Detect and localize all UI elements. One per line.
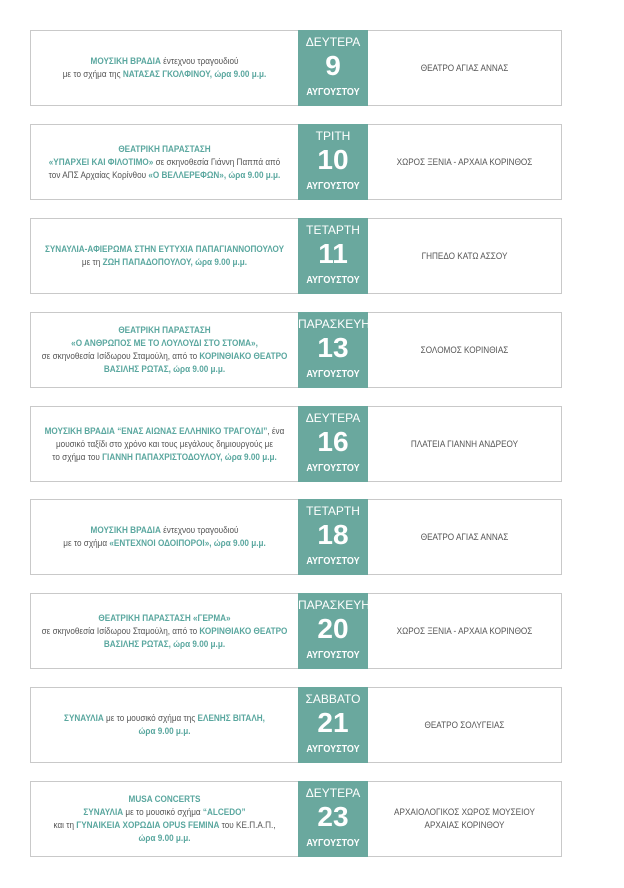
description-line bbox=[49, 169, 281, 182]
event-description bbox=[44, 407, 285, 481]
event-row bbox=[30, 687, 562, 763]
day-number: 11 bbox=[318, 238, 348, 269]
description-text: το σχήμα του bbox=[52, 451, 103, 463]
event-row bbox=[30, 406, 562, 482]
event-description bbox=[41, 313, 288, 387]
description-text: τον ΑΠΣ Αρχαίας Κορίνθου bbox=[48, 169, 149, 181]
description-line bbox=[104, 638, 225, 651]
venue-line: ΑΡΧΑΙΟΛΟΓΙΚΟΣ ΧΩΡΟΣ ΜΟΥΣΕΙΟΥ bbox=[394, 807, 535, 818]
description-line bbox=[139, 832, 191, 845]
description-text: έντεχνου τραγουδιού bbox=[160, 525, 239, 536]
day-number: 10 bbox=[317, 144, 349, 175]
date-box bbox=[298, 312, 368, 388]
description-text: με το σχήμα της bbox=[62, 69, 123, 80]
description-line bbox=[52, 451, 277, 464]
month-name: ΑΥΓΟΥΣΤΟΥ bbox=[306, 744, 360, 755]
description-line bbox=[42, 350, 288, 363]
highlighted-text: ΣΥΝΑΥΛΙΑ bbox=[64, 713, 104, 724]
highlighted-text: «Ο ΑΝΘΡΩΠΟΣ ΜΕ ΤΟ ΛΟΥΛΟΥΔΙ ΣΤΟ ΣΤΟΜΑ», bbox=[71, 338, 258, 349]
description-line bbox=[118, 143, 210, 156]
month-name: ΑΥΓΟΥΣΤΟΥ bbox=[306, 275, 360, 286]
description-line bbox=[139, 725, 191, 738]
description-line bbox=[82, 256, 247, 269]
day-name: ΣΑΒΒΑΤΟ bbox=[305, 692, 361, 706]
date-box bbox=[298, 593, 368, 669]
description-line bbox=[91, 524, 239, 537]
highlighted-text: ΣΥΝΑΥΛΙΑ bbox=[83, 807, 124, 818]
event-row bbox=[30, 593, 562, 669]
event-venue bbox=[382, 407, 548, 481]
description-line bbox=[63, 537, 266, 550]
highlighted-text: ΘΕΑΤΡΙΚΗ ΠΑΡΑΣΤΑΣΗ bbox=[118, 325, 211, 336]
venue-line: ΧΩΡΟΣ ΞΕΝΙΑ - ΑΡΧΑΙΑ ΚΟΡΙΝΘΟΣ bbox=[396, 625, 533, 637]
description-text: μουσικό ταξίδι στο χρόνο και τους μεγάλους δημιουργούς με bbox=[55, 438, 274, 450]
date-box bbox=[298, 218, 368, 294]
highlighted-text: ΘΕΑΤΡΙΚΗ ΠΑΡΑΣΤΑΣΗ «ΓΕΡΜΑ» bbox=[98, 612, 231, 624]
event-description bbox=[50, 500, 280, 574]
description-text: με το μουσικό σχήμα bbox=[123, 807, 203, 818]
highlighted-text: ΜΟΥΣΙΚΗ ΒΡΑΔΙΑ bbox=[90, 525, 161, 536]
day-name: ΤΕΤΑΡΤΗ bbox=[306, 504, 360, 518]
event-row bbox=[30, 312, 562, 388]
date-box bbox=[298, 124, 368, 200]
description-text: με τη bbox=[81, 257, 103, 268]
month-name: ΑΥΓΟΥΣΤΟΥ bbox=[306, 181, 360, 192]
description-line bbox=[45, 425, 285, 438]
day-number: 21 bbox=[317, 707, 349, 738]
description-text: σε σκηνοθεσία Γιάννη Παππά από bbox=[153, 156, 281, 168]
event-description bbox=[41, 594, 288, 668]
highlighted-text: ΜΟΥΣΙΚΗ ΒΡΑΔΙΑ “ΕΝΑΣ ΑΙΩΝΑΣ ΕΛΛΗΝΙΚΟ ΤΡΑΓΟΥΔΙ” bbox=[44, 425, 268, 437]
venue-line: ΘΕΑΤΡΟ ΣΟΛΥΓΕΙΑΣ bbox=[424, 719, 505, 731]
highlighted-text: ΒΑΣΙΛΗΣ ΡΩΤΑΣ, ώρα 9.00 μ.μ. bbox=[103, 364, 226, 375]
highlighted-text: «Ο ΒΕΛΛΕΡΕΦΩΝ», ώρα 9.00 μ.μ. bbox=[148, 169, 281, 181]
venue-line: ΑΡΧΑΙΑΣ ΚΟΡΙΝΘΟΥ bbox=[424, 820, 505, 831]
description-line bbox=[53, 819, 275, 832]
venue-line: ΘΕΑΤΡΟ ΑΓΙΑΣ ΑΝΝΑΣ bbox=[420, 531, 509, 543]
description-text: σε σκηνοθεσία Ισίδωρου Σταμούλη, από το bbox=[41, 351, 200, 362]
month-name: ΑΥΓΟΥΣΤΟΥ bbox=[306, 463, 360, 474]
event-description bbox=[50, 688, 280, 762]
day-number: 9 bbox=[325, 50, 341, 81]
description-line bbox=[64, 712, 265, 725]
highlighted-text: “ALCEDO” bbox=[202, 807, 246, 818]
highlighted-text: ΘΕΑΤΡΙΚΗ ΠΑΡΑΣΤΑΣΗ bbox=[118, 143, 211, 155]
day-number: 18 bbox=[317, 519, 349, 550]
highlighted-text: ΖΩΗ ΠΑΠΑΔΟΠΟΥΛΟΥ, ώρα 9.00 μ.μ. bbox=[102, 257, 248, 268]
highlighted-text: ΒΑΣΙΛΗΣ ΡΩΤΑΣ, ώρα 9.00 μ.μ. bbox=[103, 638, 226, 650]
description-text: και τη bbox=[53, 820, 77, 831]
highlighted-text: MUSA CONCERTS bbox=[128, 794, 201, 805]
event-row bbox=[30, 499, 562, 575]
highlighted-text: ώρα 9.00 μ.μ. bbox=[138, 833, 191, 844]
highlighted-text: ΝΑΤΑΣΑΣ ΓΚΟΛΦΙΝΟΥ, ώρα 9.00 μ.μ. bbox=[122, 69, 267, 80]
description-line bbox=[63, 68, 267, 81]
description-text: με το σχήμα bbox=[63, 538, 110, 549]
highlighted-text: ΓΥΝΑΙΚΕΙΑ ΧΟΡΩΔΙΑ OPUS FEMINA bbox=[76, 820, 220, 831]
event-venue bbox=[382, 31, 548, 105]
description-line bbox=[45, 243, 284, 256]
event-venue bbox=[382, 500, 548, 574]
description-text: , ένα bbox=[267, 425, 285, 437]
month-name: ΑΥΓΟΥΣΤΟΥ bbox=[306, 556, 360, 567]
event-venue bbox=[382, 219, 548, 293]
highlighted-text: ΚΟΡΙΝΘΙΑΚΟ ΘΕΑΤΡΟ bbox=[199, 625, 288, 637]
day-name: ΔΕΥΤΕΡΑ bbox=[305, 35, 361, 49]
month-name: ΑΥΓΟΥΣΤΟΥ bbox=[306, 87, 360, 98]
event-row bbox=[30, 30, 562, 106]
description-text: με το μουσικό σχήμα της bbox=[103, 713, 198, 724]
date-box bbox=[298, 406, 368, 482]
month-name: ΑΥΓΟΥΣΤΟΥ bbox=[306, 369, 360, 380]
highlighted-text: «ΕΝΤΕΧΝΟΙ ΟΔΟΙΠΟΡΟΙ», ώρα 9.00 μ.μ. bbox=[109, 538, 266, 549]
event-description bbox=[50, 125, 280, 199]
venue-line: ΣΟΛΟΜΟΣ ΚΟΡΙΝΘΙΑΣ bbox=[420, 344, 509, 356]
day-name: ΔΕΥΤΕΡΑ bbox=[305, 411, 361, 425]
venue-line: ΘΕΑΤΡΟ ΑΓΙΑΣ ΑΝΝΑΣ bbox=[420, 62, 509, 74]
highlighted-text: «ΥΠΑΡΧΕΙ ΚΑΙ ΦΙΛΟΤΙΜΟ» bbox=[48, 156, 154, 168]
month-name: ΑΥΓΟΥΣΤΟΥ bbox=[306, 838, 360, 849]
description-line bbox=[104, 363, 225, 376]
date-box bbox=[298, 781, 368, 857]
day-number: 20 bbox=[317, 613, 349, 644]
description-line bbox=[98, 612, 230, 625]
event-venue bbox=[382, 125, 548, 199]
day-name: ΤΕΤΑΡΤΗ bbox=[306, 223, 360, 237]
day-name: ΔΕΥΤΕΡΑ bbox=[305, 786, 361, 800]
highlighted-text: ΣΥΝΑΥΛΙΑ-ΑΦΙΕΡΩΜΑ ΣΤΗΝ ΕΥΤΥΧΙΑ ΠΑΠΑΓΙΑΝΝΟΠΟΥΛΟΥ bbox=[44, 244, 285, 255]
description-line bbox=[49, 156, 280, 169]
event-venue bbox=[382, 782, 548, 856]
venue-line: ΓΗΠΕΔΟ ΚΑΤΩ ΑΣΣΟΥ bbox=[421, 250, 508, 262]
event-venue bbox=[382, 313, 548, 387]
description-text: έντεχνου τραγουδιού bbox=[160, 56, 239, 67]
day-number: 13 bbox=[317, 332, 349, 363]
venue-line: ΧΩΡΟΣ ΞΕΝΙΑ - ΑΡΧΑΙΑ ΚΟΡΙΝΘΟΣ bbox=[396, 156, 533, 168]
description-line bbox=[91, 55, 239, 68]
day-name: ΠΑΡΑΣΚΕΥΗ bbox=[298, 317, 370, 331]
event-description bbox=[50, 31, 280, 105]
date-box bbox=[298, 687, 368, 763]
event-venue bbox=[382, 594, 548, 668]
description-text: σε σκηνοθεσία Ισίδωρου Σταμούλη, από το bbox=[41, 625, 200, 637]
highlighted-text: ΕΛΕΝΗΣ ΒΙΤΑΛΗ, bbox=[197, 713, 265, 724]
event-row bbox=[30, 781, 562, 857]
day-number: 23 bbox=[317, 801, 349, 832]
description-text: του ΚΕ.Π.Α.Π., bbox=[219, 820, 276, 831]
day-number: 16 bbox=[317, 426, 349, 457]
venue-line: ΠΛΑΤΕΙΑ ΓΙΑΝΝΗ ΑΝΔΡΕΟΥ bbox=[410, 438, 519, 450]
day-name: ΠΑΡΑΣΚΕΥΗ bbox=[298, 598, 370, 612]
month-name: ΑΥΓΟΥΣΤΟΥ bbox=[306, 650, 360, 661]
event-row bbox=[30, 218, 562, 294]
event-venue bbox=[382, 688, 548, 762]
date-box bbox=[298, 30, 368, 106]
event-description bbox=[50, 782, 280, 856]
description-line bbox=[83, 806, 245, 819]
description-line bbox=[56, 438, 273, 451]
description-line bbox=[129, 793, 201, 806]
highlighted-text: ΚΟΡΙΝΘΙΑΚΟ ΘΕΑΤΡΟ bbox=[199, 351, 288, 362]
description-line bbox=[71, 337, 258, 350]
event-row bbox=[30, 124, 562, 200]
highlighted-text: ΓΙΑΝΝΗ ΠΑΠΑΧΡΙΣΤΟΔΟΥΛΟΥ, ώρα 9.00 μ.μ. bbox=[102, 451, 277, 463]
day-name: ΤΡΙΤΗ bbox=[315, 129, 351, 143]
description-line bbox=[42, 625, 288, 638]
event-description bbox=[44, 219, 285, 293]
date-box bbox=[298, 499, 368, 575]
highlighted-text: ΜΟΥΣΙΚΗ ΒΡΑΔΙΑ bbox=[90, 56, 161, 67]
description-line bbox=[118, 324, 210, 337]
highlighted-text: ώρα 9.00 μ.μ. bbox=[138, 726, 191, 737]
